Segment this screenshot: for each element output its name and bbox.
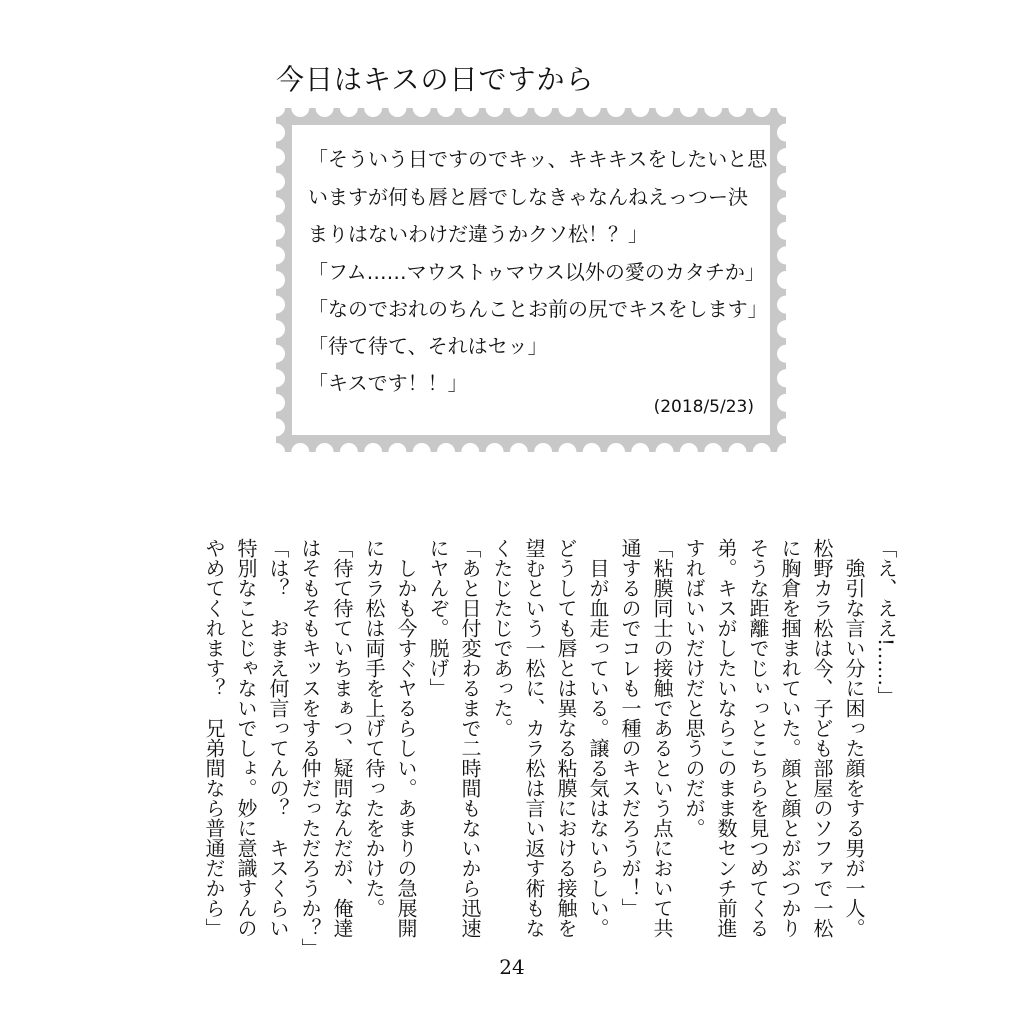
- stamp-perforation: [680, 99, 698, 117]
- stamp-perforation: [728, 99, 746, 117]
- stamp-line: 「なのでおれのちんことお前の尻でキスをします」: [308, 297, 768, 321]
- stamp-perforation: [607, 443, 625, 461]
- stamp-perforation: [486, 443, 504, 461]
- stamp-perforation: [656, 443, 674, 461]
- stamp-perforation: [534, 443, 552, 461]
- stamp-perforation: [777, 320, 795, 338]
- stamp-perforation: [777, 369, 795, 387]
- stamp-perforation: [777, 394, 795, 412]
- stamp-perforation: [631, 443, 649, 461]
- stamp-line: 「待て待て、それはセッ」: [308, 334, 548, 358]
- stamp-line: 「フム……マウストゥマウス以外の愛のカタチか」: [308, 260, 765, 284]
- stamp-perforation: [680, 443, 698, 461]
- stamp-date: (2018/5/23): [653, 397, 754, 417]
- stamp-perforation: [558, 99, 576, 117]
- stamp-perforation: [267, 369, 285, 387]
- stamp-perforation: [267, 320, 285, 338]
- text-column: しかも今すぐヤるらしい。あまりの急展開: [394, 538, 418, 938]
- text-column: そうな距離でじぃっとこちらを見つめてくる: [746, 538, 770, 938]
- stamp-perforation: [534, 99, 552, 117]
- stamp-perforation: [267, 246, 285, 264]
- stamp-perforation: [777, 271, 795, 289]
- text-column: はそもそもキッスをする仲だっただろうか？」: [298, 538, 322, 958]
- stamp-perforation: [267, 99, 285, 117]
- stamp-perforation: [388, 99, 406, 117]
- stamp-perforation: [413, 443, 431, 461]
- stamp-perforation: [267, 443, 285, 461]
- stamp-perforation: [413, 99, 431, 117]
- stamp-line: まりはないわけだ違うかクソ松！？」: [308, 222, 648, 246]
- text-column: 「は？ おまえ何言ってんの？ キスくらい: [266, 538, 290, 938]
- stamp-perforation: [291, 99, 309, 117]
- stamp-perforation: [704, 443, 722, 461]
- stamp-title: 今日はキスの日ですから: [276, 63, 595, 96]
- stamp-perforation: [777, 148, 795, 166]
- stamp-perforation: [728, 443, 746, 461]
- stamp-perforation: [777, 173, 795, 191]
- text-column: にヤんぞ。脱げ」: [426, 538, 450, 698]
- text-column: 弟。キスがしたいならこのまま数センチ前進: [714, 538, 738, 938]
- stamp-perforation: [316, 99, 334, 117]
- stamp-perforation: [510, 443, 528, 461]
- text-column: すればいいだけだと思うのだが。: [682, 538, 706, 838]
- stamp-perforation: [753, 443, 771, 461]
- text-column: 「粘膜同士の接触であるという点において共: [650, 538, 674, 938]
- stamp-perforation: [777, 246, 795, 264]
- text-column: 「え、ええ!……」: [874, 538, 898, 707]
- text-column: 「待て待ていちまぁつ、疑問なんだが、俺達: [330, 538, 354, 938]
- stamp-perforation: [316, 443, 334, 461]
- stamp-perforation: [777, 99, 795, 117]
- stamp-perforation: [777, 222, 795, 240]
- stamp-card: [292, 125, 770, 435]
- stamp-perforation: [753, 99, 771, 117]
- stamp-perforation: [267, 148, 285, 166]
- stamp-perforation: [388, 443, 406, 461]
- stamp-perforation: [777, 418, 795, 436]
- stamp-perforation: [340, 99, 358, 117]
- stamp-line: 「そういう日ですのでキッ、キキキスをしたいと思: [308, 147, 768, 171]
- text-column: やめてくれます？ 兄弟間なら普通だから」: [202, 538, 226, 938]
- stamp-perforation: [437, 443, 455, 461]
- stamp-perforation: [777, 345, 795, 363]
- stamp-perforation: [704, 99, 722, 117]
- text-column: 特別なことじゃないでしょ。妙に意識すんの: [234, 538, 258, 938]
- stamp-perforation: [267, 345, 285, 363]
- stamp-perforation: [267, 173, 285, 191]
- stamp-perforation: [510, 99, 528, 117]
- stamp-perforation: [267, 124, 285, 142]
- stamp-perforation: [267, 271, 285, 289]
- stamp-perforation: [777, 443, 795, 461]
- stamp-perforation: [364, 443, 382, 461]
- stamp-perforation: [777, 197, 795, 215]
- text-column: 望むという一松に、カラ松は言い返す術もな: [522, 538, 546, 938]
- text-column: に胸倉を掴まれていた。顔と顔とがぶつかり: [778, 538, 802, 938]
- stamp-perforation: [340, 443, 358, 461]
- text-column: 「あと日付変わるまで二時間もないから迅速: [458, 538, 482, 938]
- stamp-perforation: [267, 222, 285, 240]
- stamp-perforation: [631, 99, 649, 117]
- text-column: どうしても唇とは異なる粘膜における接触を: [554, 538, 578, 938]
- text-column: くたじたじであった。: [490, 538, 514, 738]
- stamp-perforation: [777, 124, 795, 142]
- stamp-perforation: [267, 394, 285, 412]
- stamp-perforation: [267, 296, 285, 314]
- stamp-perforation: [656, 99, 674, 117]
- stamp-perforation: [437, 99, 455, 117]
- stamp-perforation: [267, 197, 285, 215]
- text-column: 松野カラ松は今、子ども部屋のソファで一松: [810, 538, 834, 938]
- stamp-perforation: [583, 443, 601, 461]
- stamp-line: いますが何も唇と唇でしなきゃなんねえっつー決: [308, 185, 748, 209]
- stamp-perforation: [461, 443, 479, 461]
- stamp-perforation: [777, 296, 795, 314]
- stamp-perforation: [267, 418, 285, 436]
- stamp-perforation: [486, 99, 504, 117]
- page-number: 24: [499, 955, 525, 979]
- text-column: 通するのでコレも一種のキスだろうが！」: [618, 538, 642, 918]
- stamp-perforation: [583, 99, 601, 117]
- stamp-perforation: [364, 99, 382, 117]
- text-column: にカラ松は両手を上げて待ったをかけた。: [362, 538, 386, 918]
- stamp-perforation: [461, 99, 479, 117]
- stamp-perforation: [607, 99, 625, 117]
- text-column: 強引な言い分に困った顔をする男が一人。: [842, 538, 866, 938]
- stamp-line: 「キスです！！」: [308, 371, 468, 395]
- text-column: 目が血走っている。譲る気はないらしい。: [586, 538, 610, 938]
- stamp-perforation: [558, 443, 576, 461]
- stamp-perforation: [291, 443, 309, 461]
